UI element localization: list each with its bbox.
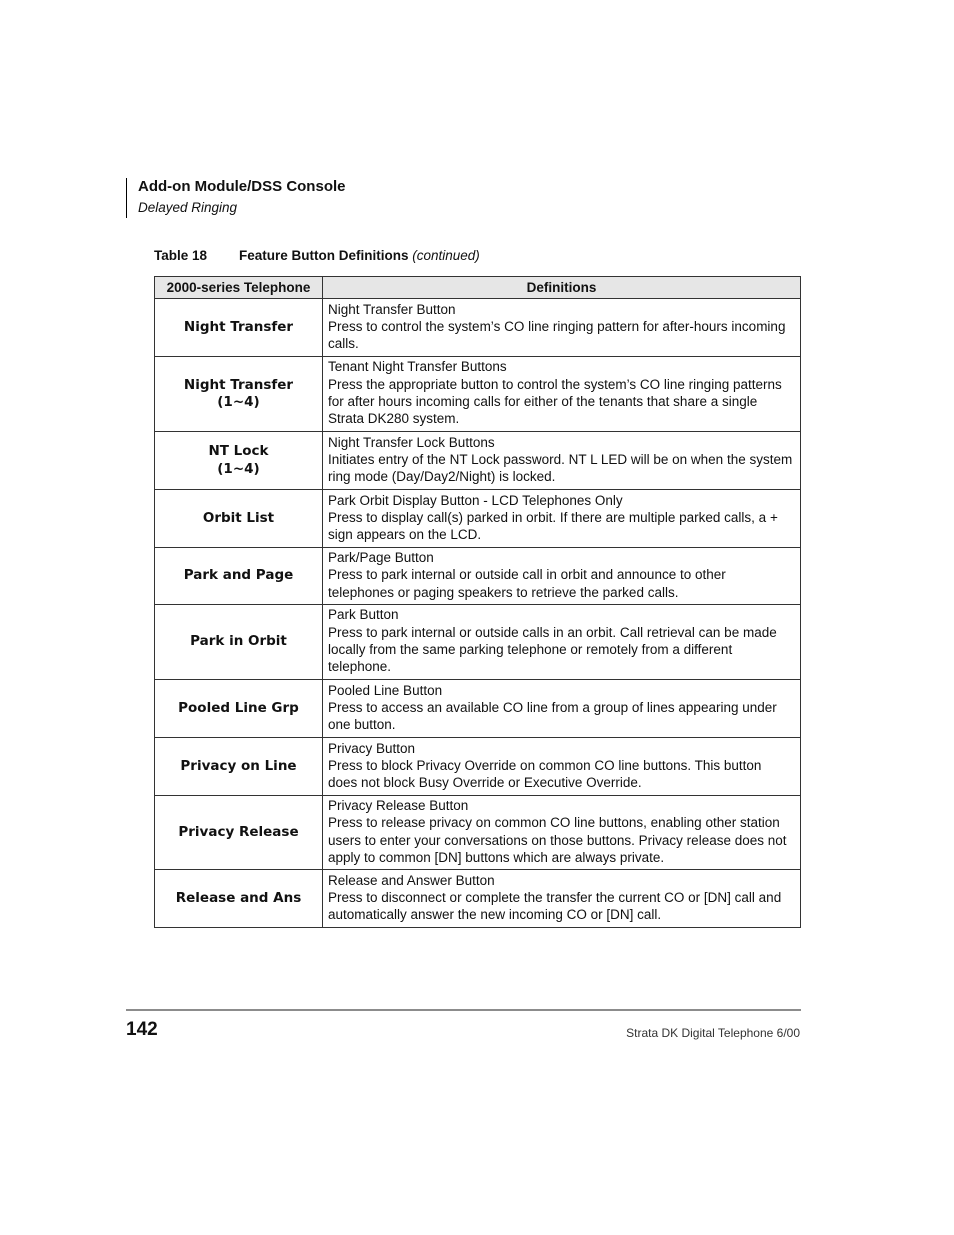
definition-text: Press to park internal or outside calls in an orbit. Call retrieval can be made locally from the same parking telephone or remotely from a different telephone. [328,624,777,675]
feature-definition [323,490,801,548]
feature-definition [323,299,801,357]
definition-title: Tenant Night Transfer Buttons [328,359,507,375]
table-row [155,299,801,357]
feature-button-name [155,299,323,357]
header-margin-rule [126,178,127,218]
footer-rule [126,1009,801,1011]
column-header-definitions: Definitions [323,277,801,299]
feature-button-table [154,276,801,928]
feature-button-name-line: (1~4) [217,394,260,410]
table-row [155,357,801,432]
table-row [155,870,801,928]
publication-footer: Strata DK Digital Telephone 6/00 [626,1026,800,1040]
feature-definition [323,738,801,796]
definition-text: Press to access an available CO line from a group of lines appearing under one button. [328,699,777,733]
table-row [155,432,801,490]
feature-button-name-line: (1~4) [217,460,260,477]
definition-text: Initiates entry of the NT Lock password. NT L LED will be on when the system ring mode (Day/Day2/Night) is locked. [328,451,793,485]
table-row [155,738,801,796]
definition-text: Press to disconnect or complete the transfer the current CO or [DN] call and automatically answer the new incoming CO or [DN] call. [328,890,782,923]
feature-button-name-line: Pooled Line Grp [178,699,299,716]
feature-button-name [155,605,323,680]
feature-button-name [155,357,323,432]
feature-button-name [155,490,323,548]
table-row [155,605,801,680]
table-row [155,490,801,548]
feature-definition [323,680,801,738]
feature-button-name [155,548,323,605]
definition-text: Press to block Privacy Override on common CO line buttons. This button does not block Busy Override or Executive Override. [328,757,762,791]
feature-button-name-line: Release and Ans [175,889,302,906]
feature-definition [323,605,801,680]
feature-button-name [155,870,323,928]
feature-button-name-line: Park and Page [183,567,294,584]
definition-text: Press to control the system’s CO line ringing pattern for after-hours incoming calls. [328,318,786,352]
feature-button-name-line: NT Lock [208,443,269,459]
chapter-title: Add-on Module/DSS Console [138,178,346,195]
definition-title: Pooled Line Button [328,682,443,698]
definition-title: Night Transfer Lock Buttons [328,434,495,450]
column-header-telephone: 2000-series Telephone [155,277,323,299]
feature-definition [323,796,801,870]
definition-text: Press to release privacy on common CO line buttons, enabling other station users to enter your conversations on those buttons. Privacy release does not apply to common [DN] buttons which are always private. [328,815,787,865]
definition-title: Park Orbit Display Button - LCD Telephones Only [328,492,623,508]
definition-title: Privacy Release Button [328,798,469,813]
feature-definition [323,870,801,928]
definition-text: Press the appropriate button to control the system’s CO line ringing patterns for after hours incoming calls for either of the tenants that share a single Strata DK280 system. [328,376,782,427]
table-continued-label: (continued) [412,248,480,263]
feature-button-name-line: Privacy Release [178,823,299,840]
table-row [155,796,801,870]
feature-button-name [155,432,323,490]
table-row [155,680,801,738]
feature-definition [323,357,801,432]
definition-title: Release and Answer Button [328,872,495,888]
feature-button-name-line: Night Transfer [183,376,294,393]
feature-definition [323,432,801,490]
feature-button-name-line: Orbit List [202,509,275,526]
feature-button-name [155,738,323,796]
feature-button-name-line: Park in Orbit [190,633,287,650]
definition-title: Night Transfer Button [328,301,456,317]
table-header-row [155,277,801,299]
feature-button-name [155,680,323,738]
definition-text: Press to park internal or outside call in orbit and announce to other telephones or paging speakers to retrieve the parked calls. [328,567,726,600]
section-subtitle: Delayed Ringing [138,200,238,215]
table-caption [154,248,480,263]
definition-title: Park/Page Button [328,550,434,566]
feature-button-name-line: Privacy on Line [180,757,297,774]
definition-title: Privacy Button [328,740,416,756]
feature-button-name [155,796,323,870]
definition-text: Press to display call(s) parked in orbit. If there are multiple parked calls, a + sign appears on the LCD. [328,509,778,543]
table-number: Table 18 [154,248,208,263]
feature-definition [323,548,801,605]
definition-title: Park Button [328,607,399,623]
table-row [155,548,801,605]
table-title: Feature Button Definitions [239,248,409,263]
feature-button-name-line: Night Transfer [183,318,294,335]
page-number: 142 [126,1019,158,1040]
